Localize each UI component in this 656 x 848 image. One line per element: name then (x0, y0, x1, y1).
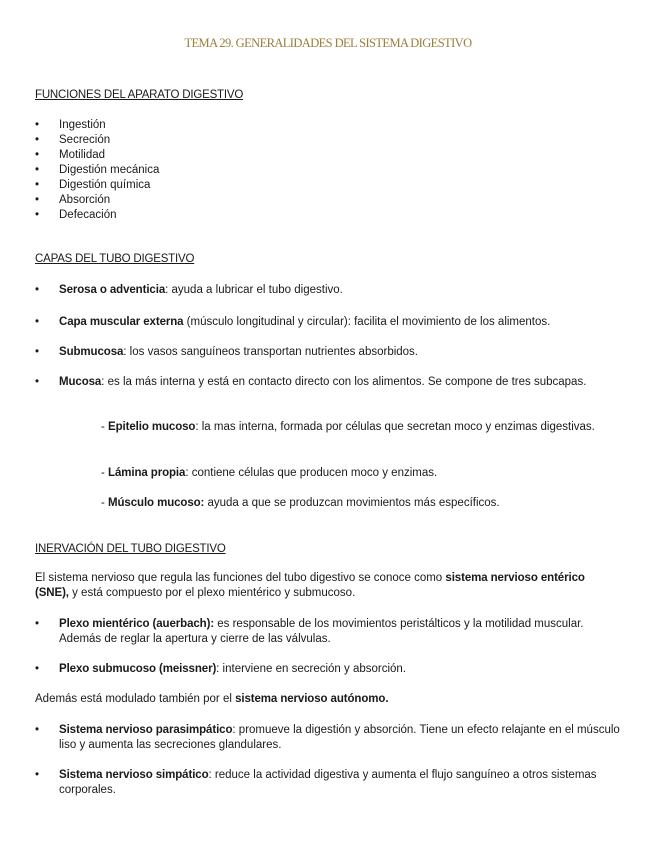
bullet: • (35, 194, 40, 206)
section-heading-capas: CAPAS DEL TUBO DIGESTIVO (35, 253, 195, 265)
bullet: • (35, 134, 40, 146)
list-item: • Ingestión (35, 119, 106, 131)
bullet: • (35, 316, 40, 328)
section-heading-inervacion: INERVACIÓN DEL TUBO DIGESTIVO (35, 543, 226, 555)
document-page: TEMA 29. GENERALIDADES DEL SISTEMA DIGESTIVO FUNCIONES DEL APARATO DIGESTIVO • Ingestión • Secreción • Motilidad • Digestión mecánica • Digestión química • Absorción • Defecación CAPAS DEL TUBO DIGESTIVO • Serosa o adventicia: ayuda a lubricar el tubo digestivo. • Capa muscular externa (músculo longitudinal y circular): facilita el movimiento de los alimentos. • Submucosa: los vasos sanguíneos transportan nutrientes absorbidos. • Mucosa: es la más interna y está en contacto directo con los alimentos. Se compone de tres subcapas. - Epitelio mucoso: la mas interna, formada por células que secretan moco y enzimas digestivas. - Lámina propia: contiene células que producen moco y enzimas. - Músculo mucoso: ayuda a que se produzcan movimientos más específicos. INERVACIÓN DEL TUBO DIGESTIVO El sistema nervioso que regula las funciones del tubo digestivo se conoce como sistema nervioso entérico (SNE), y está compuesto por el plexo mientérico y submucoso. • Plexo mientérico (auerbach): es responsable de los movimientos peristálticos y la motilidad muscular. Además de reglar la apertura y cierre de las válvulas. • Plexo submucoso (meissner): interviene en secreción y absorción. Además está modulado también por el sistema nervioso autónomo. • Sistema nervioso parasimpático: promueve la digestión y absorción. Tiene un efecto relajante en el músculo liso y aumenta las secreciones glandulares. • Sistema nervioso simpático: reduce la actividad digestiva y aumenta el flujo sanguíneo a otros sistemas corporales. (0, 0, 656, 848)
funciones-list (35, 118, 159, 223)
bullet: • (35, 724, 40, 736)
list-item: • Secreción (35, 134, 111, 146)
list-item: • Digestión mecánica (35, 164, 160, 176)
subcapa-musculo: - Músculo mucoso: ayuda a que se produzcan movimientos más específicos. (101, 497, 500, 509)
bullet: • (35, 376, 40, 388)
list-item: • Absorción (35, 194, 111, 206)
subcapa-lamina: - Lámina propia: contiene células que producen moco y enzimas. (101, 467, 438, 479)
page-title: TEMA 29. GENERALIDADES DEL SISTEMA DIGESTIVO (184, 36, 472, 50)
bullet: • (35, 209, 40, 221)
bullet: • (35, 663, 40, 675)
bullet: • (35, 618, 40, 630)
inervacion-intro: El sistema nervioso que regula las funciones del tubo digestivo se conoce como sistema nervioso entérico (SNE), y está compuesto por el plexo mientérico y submucoso. (35, 572, 585, 599)
list-item: • Digestión química (35, 179, 151, 191)
section-heading-funciones: FUNCIONES DEL APARATO DIGESTIVO (35, 89, 244, 101)
bullet: • (35, 119, 40, 131)
bullet: • (35, 149, 40, 161)
list-item: • Motilidad (35, 149, 106, 161)
bullet: • (35, 284, 40, 296)
bullet: • (35, 769, 40, 781)
bullet: • (35, 179, 40, 191)
modulado-text: Además está modulado también por el sistema nervioso autónomo. (35, 693, 389, 705)
list-item: • Defecación (35, 209, 117, 221)
bullet: • (35, 346, 40, 358)
subcapa-epitelio: - Epitelio mucoso: la mas interna, formada por células que secretan moco y enzimas digestivas. (101, 421, 595, 433)
bullet: • (35, 164, 40, 176)
